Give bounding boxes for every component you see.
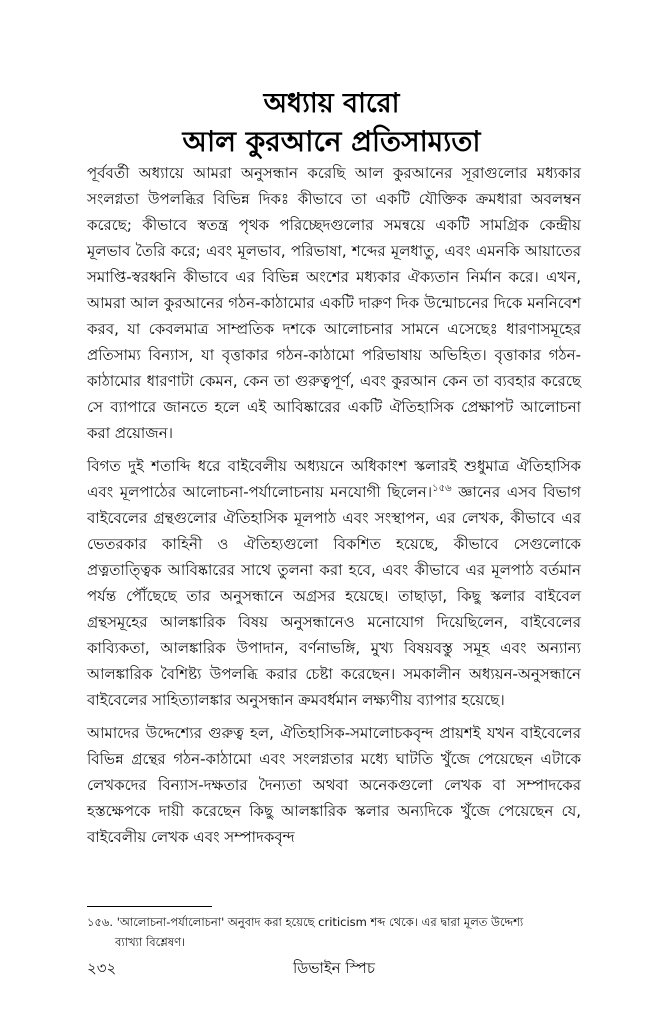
body-text [87,160,581,857]
paragraph-2 [87,453,581,713]
footnote-divider [87,906,212,907]
footnote-reference: ১৫৬ [432,483,452,494]
footnote [87,912,581,952]
paragraph-text-continued: জ্ঞানের এসব বিভাগ বাইবেলের গ্রন্থগুলোর ঐতিহাসিক মূলপাঠ এবং সংস্থাপন, এর লেখক, কীভাবে এর ভেতরকার কাহিনী ও ঐতিহ্যগুলো বিকশিত হয়েছে, কীভাবে সেগুলোকে প্রত্নতাত্ত্বিক আবিষ্কারের সাথে তুলনা করা হবে, এবং কীভাবে এর মূলপাঠ বর্তমান পর্যন্ত পৌঁছেছে তার অনুসন্ধানে অগ্রসর হয়েছে। তাছাড়া, কিছু স্কলার বাইবেল গ্রন্থসমূহের আলঙ্কারিক বিষয় অনুসন্ধানেও মনোযোগ দিয়েছিলেন, বাইবেলের কাব্যিকতা, আলঙ্কারিক উপাদান, বর্ণনাভঙ্গি, মুখ্য বিষয়বস্তু সমূহ এবং অন্যান্য আলঙ্কারিক বৈশিষ্ট্য উপলব্ধি করার চেষ্টা করেছেন। সমকালীন অধ্যয়ন-অনুসন্ধানে বাইবেলের সাহিত্যালঙ্কার অনুসন্ধান ক্রমবর্ধমান লক্ষ্যণীয় ব্যাপার হয়েছে। [87,483,581,709]
paragraph-text: বিগত দুই শতাব্দি ধরে বাইবেলীয় অধ্যয়নে অধিকাংশ স্কলারই শুধুমাত্র ঐতিহাসিক এবং মূলপাঠের আলোচনা-পর্যালোচনায় মনযোগী ছিলেন। [87,457,581,501]
page-footer [87,955,581,981]
page-number: ২৩২ [87,959,117,977]
paragraph-text: পূর্ববর্তী অধ্যায়ে আমরা অনুসন্ধান করেছি আল কুরআনের সূরাগুলোর মধ্যকার সংলগ্নতা উপলব্ধির বিভিন্ন দিকঃ কীভাবে তা একটি যৌক্তিক ক্রমধারা অবলম্বন করেছে; কীভাবে স্বতন্ত্র পৃথক পরিচ্ছেদগুলোর সমন্বয়ে একটি সামগ্রিক কেন্দ্রীয় মূলভাব তৈরি করে; এবং মূলভাব, পরিভাষা, শব্দের মূলধাতু, এবং এমনকি আয়াতের সমাপ্তি-স্বরধ্বনি কীভাবে এর বিভিন্ন অংশের মধ্যকার ঐক্যতান নির্মান করে। এখন, আমরা আল কুরআনের গঠন-কাঠামোর একটি দারুণ দিক উন্মোচনের দিকে মননিবেশ করব, যা কেবলমাত্র সাম্প্রতিক দশকে আলোচনার সামনে এসেছেঃ ধারণাসমূহের প্রতিসাম্য বিন্যাস, যা বৃত্তাকার গঠন-কাঠামো পরিভাষায় অভিহিত। বৃত্তাকার গঠন-কাঠামোর ধারণাটা কেমন, কেন তা গুরুত্বপূর্ণ, এবং কুরআন কেন তা ব্যবহার করেছে সে ব্যাপারে জানতে হলে এই আবিষ্কারের একটি ঐতিহাসিক প্রেক্ষাপট আলোচনা করা প্রয়োজন। [87,164,581,442]
running-title: ডিভাইন স্পিচ [293,959,375,977]
footnote-text: 'আলোচনা-পর্যালোচনা' অনুবাদ করা হয়েছে criticism শব্দ থেকে। এর দ্বারা মূলত উদ্দেশ্য [116,915,524,929]
chapter-heading [60,86,603,162]
paragraph-1 [87,160,581,446]
paragraph-text: আমাদের উদ্দেশ্যের গুরুত্ব হল, ঐতিহাসিক-সমালোচকবৃন্দ প্রায়শই যখন বাইবেলের বিভিন্ন গ্রন্থের গঠন-কাঠামো এবং সংলগ্নতার মধ্যে ঘাটতি খুঁজে পেয়েছেন এটাকে লেখকদের বিন্যাস-দক্ষতার দৈন্যতা অথবা অনেকগুলো লেখক বা সম্পাদকের হস্তক্ষেপকে দায়ী করেছেন কিছু আলঙ্কারিক স্কলার অন্যদিকে খুঁজে পেয়েছেন যে, বাইবেলীয় লেখক এবং সম্পাদকবৃন্দ [87,724,581,846]
chapter-title: আল কুরআনে প্রতিসাম্যতা [182,125,481,158]
footnote-continuation: ব্যাখ্যা বিশ্লেষণ। [115,935,186,949]
footnote-label: ১৫৬. [87,915,114,929]
paragraph-3 [87,720,581,850]
chapter-number: অধ্যায় বারো [263,88,400,119]
